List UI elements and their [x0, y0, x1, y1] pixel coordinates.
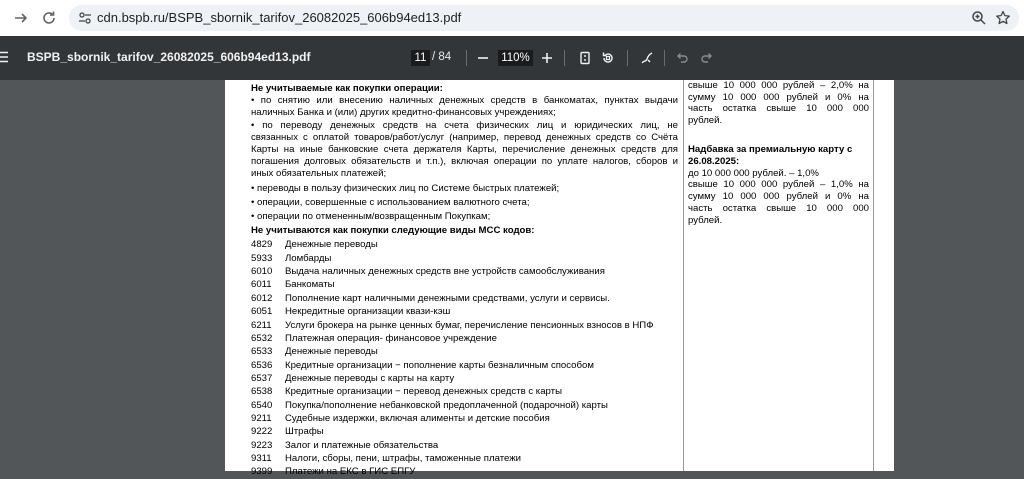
text-line: часть остатка свыше 10 000 000	[688, 202, 869, 214]
mcc-heading: Не учитываются как покупки следующие виды МСС кодов:	[251, 225, 535, 237]
mcc-code: 9311	[251, 452, 272, 464]
url-text[interactable]: cdn.bspb.ru/BSPB_sbornik_tarifov_26082025_606b94ed13.pdf	[97, 10, 462, 25]
pdf-toolbar	[0, 36, 1024, 80]
text-line: свыше 10 000 000 рублей – 1,0% на	[688, 179, 869, 191]
right-column	[688, 68, 869, 227]
text-line: связанных с оплатой товаров/работ/услуг (например, перевод денежных средств со Счёта	[251, 131, 678, 143]
toolbar-divider	[627, 50, 628, 66]
text-line: свыше 10 000 000 рублей – 2,0% на	[688, 79, 869, 91]
mcc-code: 6532	[251, 332, 273, 344]
browser-toolbar	[0, 0, 1024, 36]
bullet-item	[251, 95, 678, 119]
mcc-description: Ломбарды	[285, 252, 332, 264]
table-border-right	[873, 80, 874, 471]
address-bar[interactable]	[69, 5, 1019, 31]
toolbar-divider	[664, 50, 665, 66]
text-line: Карты на иные банковские счета держателя Карты, перечисление денежных средств для	[251, 144, 678, 156]
mcc-description: Залог и платежные обязательства	[285, 439, 439, 451]
mcc-code: 9211	[251, 412, 272, 424]
mcc-description: Кредитные организации − перевод денежных средств с карты	[285, 386, 562, 398]
menu-icon[interactable]	[0, 50, 10, 64]
list-item	[251, 439, 678, 452]
list-item	[251, 399, 678, 412]
bullet-item: • операции, совершенные с использованием валютного счета;	[251, 196, 530, 208]
mcc-description: Пополнение карт наличными денежными средствами, услуги и сервисы.	[285, 292, 610, 304]
text-line: часть остатка свыше 10 000 000	[688, 103, 869, 115]
list-item	[251, 305, 678, 318]
not-counted-heading: Не учитываемые как покупки операции:	[251, 83, 443, 94]
text-line: рублей.	[688, 115, 723, 127]
document-title: BSPB_sbornik_tarifov_26082025_606b94ed13.pdf	[27, 50, 311, 64]
list-item	[251, 452, 678, 465]
pdf-page	[225, 79, 894, 478]
zoom-out-icon	[476, 51, 490, 65]
list-item	[251, 265, 678, 278]
forward-button[interactable]	[9, 6, 33, 30]
reload-icon	[41, 10, 57, 26]
zoom-icon[interactable]	[971, 10, 987, 26]
redo-icon	[700, 51, 714, 65]
list-item	[251, 359, 678, 372]
annotate-button[interactable]	[637, 48, 657, 68]
bullet-item: • операции по отмененным/возвращенным Покупкам;	[251, 211, 491, 223]
bullet-item: • переводы в пользу физических лиц по Системе быстрых платежей;	[251, 182, 560, 194]
list-item	[251, 319, 678, 332]
fit-page-icon	[578, 51, 592, 65]
zoom-out-button[interactable]	[473, 48, 493, 68]
mcc-description: Кредитные организации − пополнение карты безналичным способом	[285, 359, 594, 371]
undo-icon	[675, 51, 689, 65]
toolbar-divider	[564, 50, 565, 66]
undo-button[interactable]	[672, 48, 692, 68]
table-column-divider	[683, 80, 684, 471]
premium-heading-date: 26.08.2025:	[688, 155, 740, 167]
rotate-button[interactable]	[598, 48, 618, 68]
zoom-level-input[interactable]: 110%	[498, 50, 533, 66]
mcc-description: Услуги брокера на рынке ценных бумаг, перечисление пенсионных взносов в НПФ	[285, 319, 654, 331]
text-line: иных обязательных платежей;	[251, 168, 387, 180]
list-item	[251, 372, 678, 385]
mcc-description: Банкоматы	[285, 279, 335, 291]
left-column	[251, 80, 678, 479]
list-item	[251, 465, 678, 478]
list-item	[251, 385, 678, 398]
mcc-description: Платежная операция- финансовое учреждение	[285, 332, 497, 344]
mcc-code: 5933	[251, 252, 273, 264]
mcc-description: Денежные переводы с карты на карту	[285, 372, 455, 384]
mcc-code: 6012	[251, 292, 273, 304]
list-item	[251, 332, 678, 345]
text-line: • по снятию или внесению наличных денежных средств в банкоматах, пунктах выдачи	[251, 95, 678, 107]
text-line: сумму 10 000 000 рублей и 0% на	[688, 191, 869, 203]
mcc-code: 4829	[251, 239, 273, 251]
text-line: сумму 10 000 000 рублей и 0% на	[688, 91, 869, 103]
mcc-code: 9399	[251, 466, 273, 478]
text-line: наличных Банка и (или) других кредитно-финансовых учреждениях;	[251, 107, 556, 119]
mcc-code: 6051	[251, 306, 273, 318]
mcc-code: 6011	[251, 279, 272, 291]
mcc-code: 6540	[251, 399, 273, 411]
mcc-description: Покупка/пополнение небанковской предоплаченной (подарочной) карты	[285, 399, 608, 411]
mcc-code: 6211	[251, 319, 272, 331]
list-item	[251, 292, 678, 305]
zoom-in-button[interactable]	[537, 48, 557, 68]
mcc-code: 6537	[251, 372, 273, 384]
page-total: / 84	[432, 51, 452, 63]
text-line: рублей.	[688, 214, 723, 226]
zoom-in-icon	[540, 51, 554, 65]
mcc-description: Выдача наличных денежных средств вне устройств самообслуживания	[285, 266, 605, 278]
text-line: • по переводу денежных средств на счета физических лиц и юридических лиц, не	[251, 119, 678, 131]
mcc-code: 9223	[251, 439, 273, 451]
toolbar-divider	[466, 50, 467, 66]
mcc-code: 9222	[251, 426, 273, 438]
text-line: до 10 000 000 рублей. – 1,0%	[688, 167, 819, 179]
list-item	[251, 412, 678, 425]
text-line: погашения долговых обязательств и т.п.), включая операции по уплате налогов, сборов и	[251, 156, 678, 168]
mcc-code: 6536	[251, 359, 273, 371]
rotate-icon	[601, 51, 615, 65]
list-item	[251, 425, 678, 438]
list-item	[251, 278, 678, 291]
mcc-description: Судебные издержки, включая алименты и детские пособия	[285, 412, 550, 424]
bullet-item	[251, 120, 678, 181]
fit-page-button[interactable]	[575, 48, 595, 68]
list-item	[251, 238, 678, 251]
mcc-description: Некредитные организации квази-кэш	[285, 306, 451, 318]
mcc-description: Денежные переводы	[285, 346, 378, 358]
mcc-description: Штрафы	[285, 426, 324, 438]
site-settings-icon[interactable]	[77, 10, 93, 26]
mcc-description: Денежные переводы	[285, 239, 378, 251]
mcc-description: Налоги, сборы, пени, штрафы, таможенные платежи	[285, 452, 521, 464]
mcc-description: Платежи на ЕКС в ГИС ЕПГУ	[285, 466, 416, 478]
mcc-code: 6533	[251, 346, 273, 358]
mcc-code: 6010	[251, 266, 273, 278]
list-item	[251, 252, 678, 265]
annotate-icon	[640, 51, 654, 65]
reload-button[interactable]	[37, 6, 61, 30]
page-number-input[interactable]: 11	[411, 50, 430, 66]
list-item	[251, 345, 678, 358]
forward-icon	[13, 10, 29, 26]
mcc-list	[251, 238, 678, 478]
redo-button[interactable]	[697, 48, 717, 68]
premium-heading: Надбавка за премиальную карту с	[688, 143, 853, 155]
mcc-code: 6538	[251, 386, 273, 398]
bookmark-star-icon[interactable]	[995, 10, 1011, 26]
